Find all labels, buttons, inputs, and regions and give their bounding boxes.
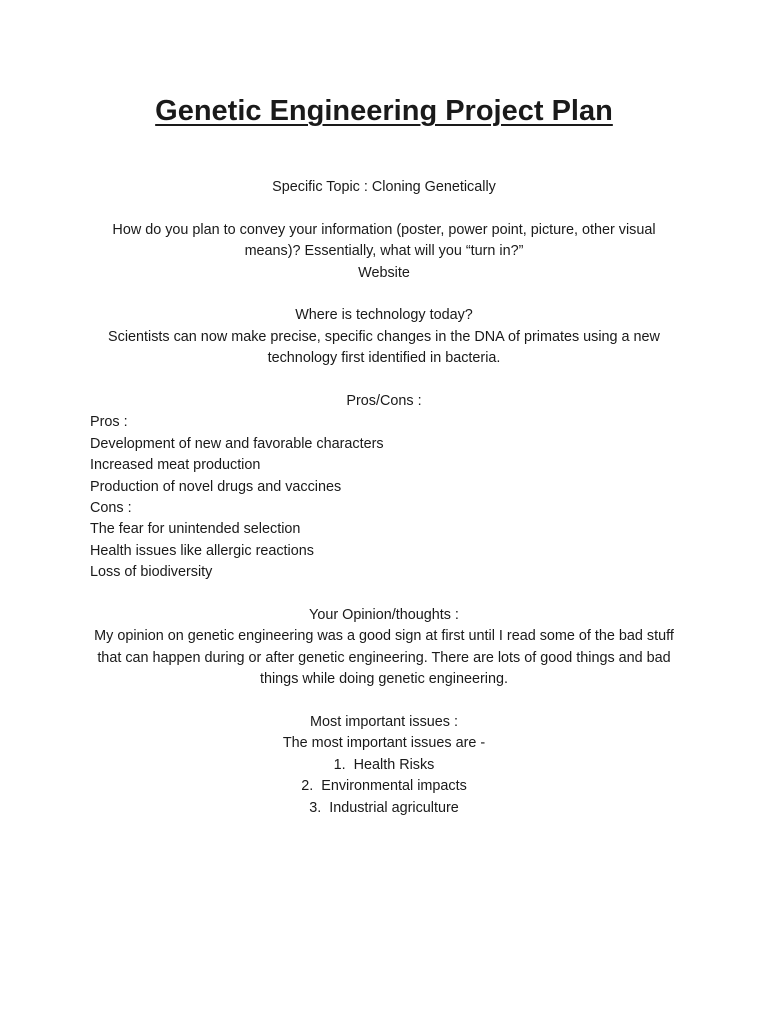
list-number: 1. — [333, 756, 346, 773]
pros-item: Increased meat production — [90, 457, 261, 474]
pros-item: Development of new and favorable characters — [90, 435, 384, 452]
issues-intro: The most important issues are - — [282, 735, 486, 752]
opinion-text: My opinion on genetic engineering was a good sign at first until I read some of the bad stuff that can happen during or after genetic engineering. There are lots of good things and bad things while doing genetic engineering. — [94, 628, 674, 688]
issues-list — [90, 755, 678, 819]
list-item — [90, 755, 678, 776]
list-item — [90, 776, 678, 797]
convey-answer: Website — [358, 264, 410, 281]
convey-question: How do you plan to convey your information (poster, power point, picture, other visual means)? Essentially, what will you “turn in?” — [112, 221, 656, 260]
technology-heading: Where is technology today? — [295, 307, 473, 324]
pros-label: Pros : — [90, 414, 128, 431]
topic-line: Specific Topic : Cloning Genetically — [272, 179, 496, 195]
issues-heading: Most important issues : — [310, 714, 458, 731]
cons-item: The fear for unintended selection — [90, 521, 301, 538]
cons-label: Cons : — [90, 500, 132, 517]
list-number: 2. — [301, 778, 314, 795]
list-text: Environmental impacts — [321, 778, 467, 795]
list-number: 3. — [309, 799, 322, 816]
page-title: Genetic Engineering Project Plan — [155, 95, 613, 127]
cons-item: Loss of biodiversity — [90, 564, 213, 581]
proscons-heading: Pros/Cons : — [346, 393, 422, 410]
list-text: Health Risks — [353, 756, 435, 773]
document-body — [90, 177, 678, 819]
cons-item: Health issues like allergic reactions — [90, 542, 314, 559]
list-item — [90, 798, 678, 819]
technology-text: Scientists can now make precise, specific changes in the DNA of primates using a new technology first identified in bacteria. — [108, 328, 660, 367]
list-text: Industrial agriculture — [329, 799, 459, 816]
opinion-heading: Your Opinion/thoughts : — [309, 607, 459, 624]
pros-item: Production of novel drugs and vaccines — [90, 478, 342, 495]
